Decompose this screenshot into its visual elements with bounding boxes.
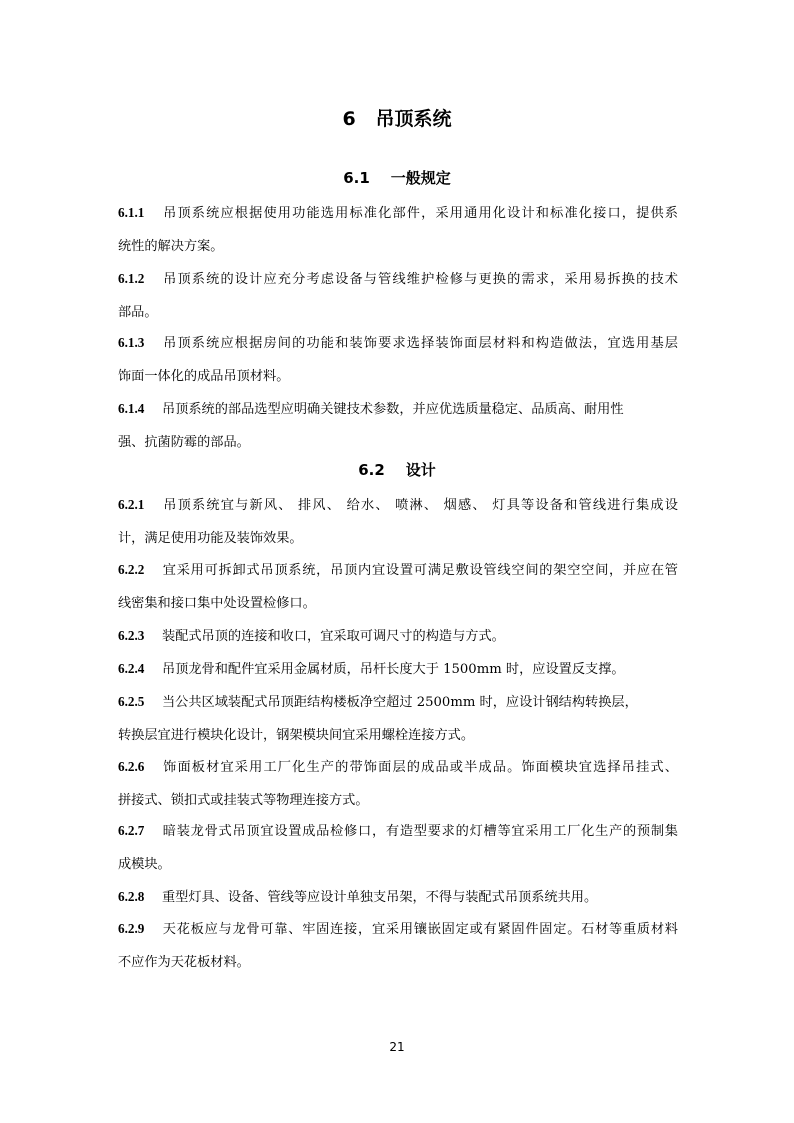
clause-text-line: 饰面一体化的成品吊顶材料。: [118, 369, 290, 384]
clause-text-line: 计，满足使用功能及装饰效果。: [118, 531, 303, 546]
section-number: 6.2: [358, 461, 385, 479]
clause-number: 6.2.5: [118, 694, 145, 709]
clause-number: 6.1.1: [118, 205, 145, 220]
chapter-title-text: 吊顶系统: [375, 108, 452, 130]
clause-6-2-1: [118, 488, 678, 556]
clause-6-2-8: [118, 880, 678, 914]
clause-6-1-2: [118, 262, 678, 330]
clause-number: 6.2.2: [118, 562, 145, 577]
clause-text-line: 强、抗菌防霉的部品。: [118, 435, 250, 450]
clause-6-2-5: [118, 685, 678, 753]
clause-6-2-7: [118, 814, 678, 882]
clause-text-line: 吊顶龙骨和配件宜采用金属材质，吊杆长度大于 1500mm 时，应设置反支撑。: [162, 662, 625, 677]
clause-text-line: 成模块。: [118, 857, 171, 872]
clause-number: 6.2.1: [118, 497, 145, 512]
clause-text-line: 饰面板材宜采用工厂化生产的带饰面层的成品或半成品。饰面模块宜选择吊挂式、: [162, 760, 678, 775]
clause-text-line: 重型灯具、设备、管线等应设计单独支吊架，不得与装配式吊顶系统共用。: [162, 890, 598, 905]
section-title-text: 设计: [405, 461, 436, 479]
clause-number: 6.2.3: [118, 628, 145, 643]
clause-text-line: 暗装龙骨式吊顶宜设置成品检修口，有造型要求的灯槽等宜采用工厂化生产的预制集: [162, 824, 678, 839]
clause-number: 6.2.6: [118, 759, 145, 774]
clause-number: 6.2.8: [118, 889, 145, 904]
chapter-number: 6: [342, 108, 356, 130]
clause-6-1-4: [118, 392, 678, 460]
clause-text-line: 不应作为天花板材料。: [118, 955, 250, 970]
clause-text-line: 吊顶系统的设计应充分考虑设备与管线维护检修与更换的需求，采用易拆换的技术: [162, 272, 678, 287]
clause-number: 6.1.2: [118, 271, 145, 286]
section-number: 6.1: [343, 169, 370, 187]
clause-text-line: 宜采用可拆卸式吊顶系统，吊顶内宜设置可满足敷设管线空间的架空空间，并应在管: [162, 563, 678, 578]
clause-number: 6.2.4: [118, 661, 145, 676]
clause-text-line: 吊顶系统宜与新风、 排风、 给水、 喷淋、 烟感、 灯具等设备和管线进行集成设: [162, 498, 678, 513]
clause-text-line: 吊顶系统应根据使用功能选用标准化部件，采用通用化设计和标准化接口，提供系: [162, 206, 678, 221]
section-title-6-1: [0, 167, 794, 189]
clause-number: 6.1.3: [118, 335, 145, 350]
chapter-title: [0, 106, 794, 132]
clause-6-2-2: [118, 553, 678, 621]
page-number: 21: [389, 1040, 405, 1054]
section-title-6-2: [0, 459, 794, 481]
clause-text-line: 装配式吊顶的连接和收口，宜采取可调尺寸的构造与方式。: [162, 629, 505, 644]
clause-6-1-1: [118, 196, 678, 264]
clause-6-2-9: [118, 912, 678, 980]
clause-text-line: 统性的解决方案。: [118, 239, 224, 254]
clause-text-line: 吊顶系统的部品选型应明确关键技术参数，并应优选质量稳定、品质高、耐用性: [162, 402, 624, 417]
section-title-text: 一般规定: [390, 169, 451, 187]
clause-number: 6.1.4: [118, 401, 145, 416]
clause-text-line: 部品。: [118, 305, 158, 320]
clause-6-2-3: [118, 619, 678, 653]
clause-6-2-6: [118, 750, 678, 818]
clause-text-line: 当公共区域装配式吊顶距结构楼板净空超过 2500mm 时，应设计钢结构转换层，: [162, 695, 638, 710]
clause-6-2-4: [118, 652, 678, 686]
clause-text-line: 转换层宜进行模块化设计，钢架模块间宜采用螺栓连接方式。: [118, 728, 475, 743]
clause-text-line: 天花板应与龙骨可靠、牢固连接，宜采用镶嵌固定或有紧固件固定。石材等重质材料: [162, 922, 678, 937]
clause-number: 6.2.7: [118, 823, 145, 838]
clause-6-1-3: [118, 326, 678, 394]
clause-number: 6.2.9: [118, 921, 145, 936]
clause-text-line: 线密集和接口集中处设置检修口。: [118, 596, 316, 611]
clause-text-line: 吊顶系统应根据房间的功能和装饰要求选择装饰面层材料和构造做法，宜选用基层: [162, 336, 678, 351]
clause-text-line: 拼接式、锁扣式或挂装式等物理连接方式。: [118, 793, 369, 808]
